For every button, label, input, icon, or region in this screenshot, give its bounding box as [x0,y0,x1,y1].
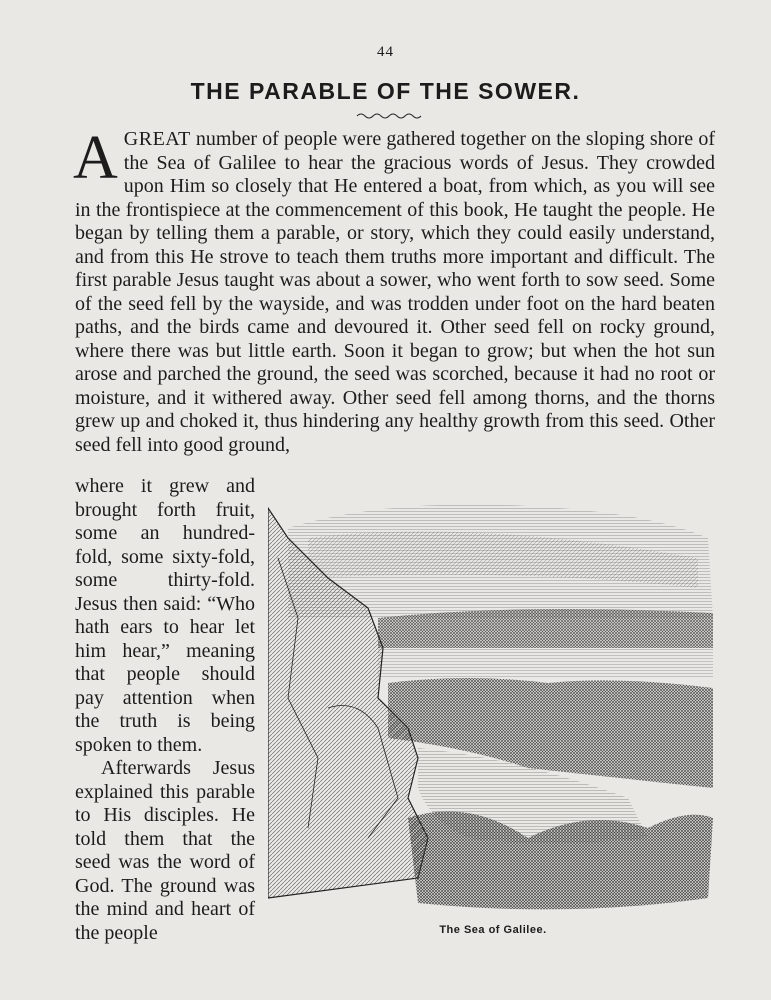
page-title: THE PARABLE OF THE SOWER. [190,78,581,104]
engraving-sea-of-galilee [268,498,718,918]
figure-caption: The Sea of Galilee. [439,924,547,936]
paragraph-narrow-1: where it grew and brought forth fruit, some an hundred-fold, some sixty-fold, some thirty-fold. Jesus then said: “Who hath ears to hear let him hear,” meaning that people should pay attention when the truth is being spoken to them. [75,475,255,756]
article-body-wide [73,124,715,457]
article-body-narrow [75,475,255,945]
paragraph-wide-text: number of people were gathered together on the sloping shore of the Sea of Galilee to hear the gracious words of Jesus. They crowded upon Him so closely that He entered a boat, from which, as you will see in the frontispiece at the commencement of this book, He taught the people. He began by telling them a parable, or story, which they could easily understand, and from this He strove to teach them truths more important and difficult. The first parable Jesus taught was about a sower, who went forth to sow seed. Some of the seed fell by the wayside, and was trodden under foot on the hard beaten paths, and the birds came and devoured it. Other seed fell on rocky ground, where there was but little earth. Soon it began to grow; but when the hot sun arose and parched the ground, the seed was scorched, because it had no root or moisture, and it withered away. Other seed fell among thorns, and the thorns grew up and choked it, thus hindering any healthy growth from this seed. Other seed fell into good ground, [75,128,715,456]
page-number: 44 [377,44,394,60]
title-ornament [355,112,425,120]
paragraph-narrow-2: Afterwards Jesus explained this parable to His disciples. He told them that the seed was the word of God. The ground was the mind and heart of the people [75,757,255,944]
paragraph-wide [73,124,715,457]
first-word: GREAT [123,128,191,150]
drop-cap: A [73,124,118,192]
engraving-illustration [268,498,718,918]
